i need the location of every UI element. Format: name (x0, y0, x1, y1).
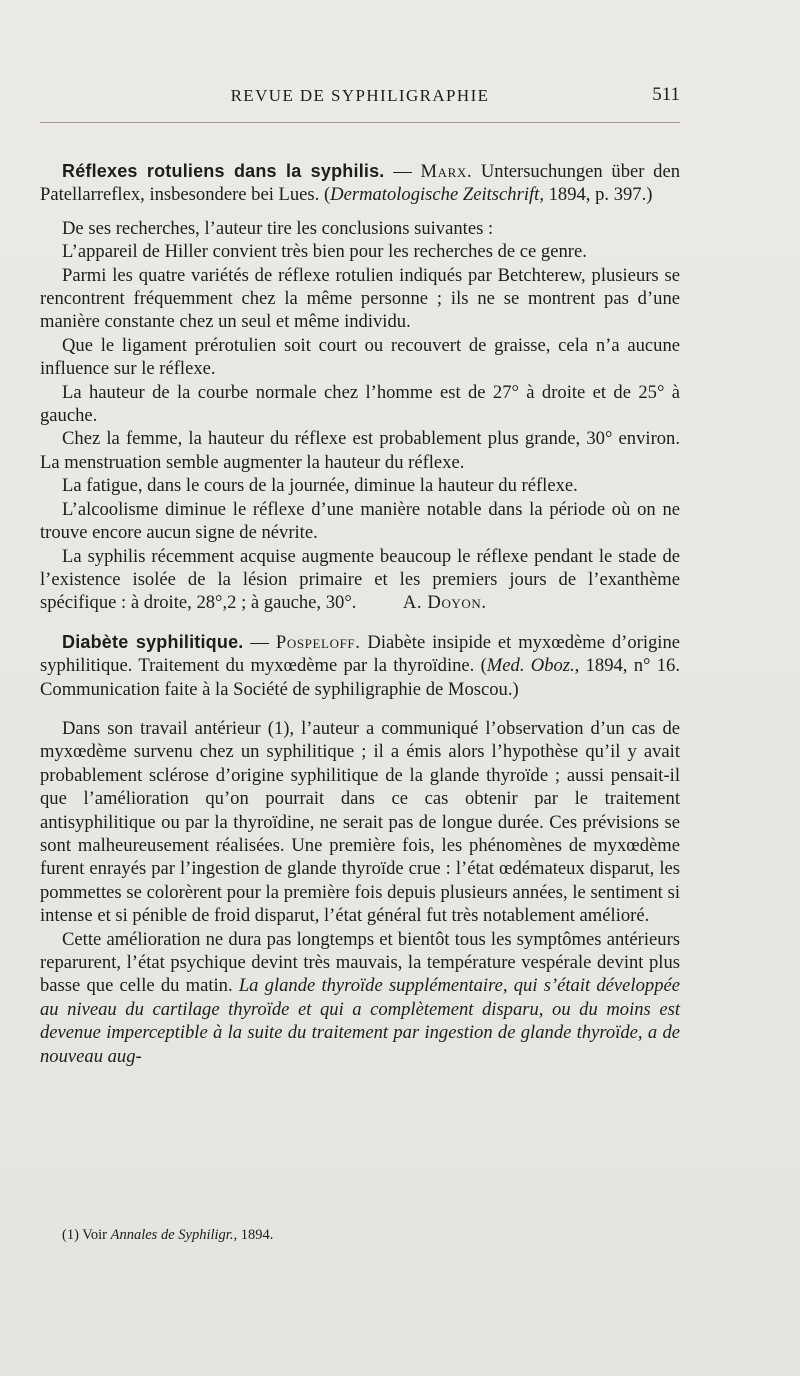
article-1-heading (40, 160, 680, 207)
paragraph: Parmi les quatre variétés de réflexe rotulien indiqués par Betchterew, plusieurs se rencontrent fréquemment chez la même personne ; ils ne se montrent pas d’une manière constante chez un seul et même individu. (40, 264, 680, 333)
body-text (40, 160, 680, 1068)
article-1-citation: Untersuchungen über den Patellarreflex, insbesondere bei Lues. ( (40, 161, 680, 206)
paragraph: La fatigue, dans le cours de la journée, diminue la hauteur du réflexe. (62, 475, 578, 497)
paragraph: Chez la femme, la hauteur du réflexe est probablement plus grande, 30° environ. La menstruation semble augmenter la hauteur du réflexe. (40, 428, 680, 473)
paragraph-last (40, 545, 680, 615)
paragraph: L’alcoolisme diminue le réflexe d’une manière notable dans la période où on ne trouve encore aucun signe de névrite. (40, 498, 680, 544)
paragraph-text: Cette amélioration ne dura pas longtemps et bientôt tous les symptômes antérieurs reparurent, l’état psychique devint très mauvais, la température vespérale devint plus basse que celle du matin. (40, 928, 680, 997)
article-2-dash: — (243, 631, 276, 653)
article-2-journal: Med. Oboz., (486, 655, 580, 677)
page-number: 511 (652, 84, 680, 105)
article-2-citation: Diabète insipide et myxœdème d’origine syphilitique. Traitement du myxœdème par la thyroïdine. ( (40, 631, 681, 677)
article-1-author: Marx. (420, 161, 473, 182)
article-1-title: Réflexes rotuliens dans la syphilis. (62, 161, 385, 181)
running-header (40, 86, 680, 112)
article-2-heading (40, 631, 680, 701)
footnote-prefix: (1) Voir (62, 1227, 111, 1243)
article-1-dash: — (384, 161, 421, 182)
header-rule (40, 122, 680, 123)
paragraph: L’appareil de Hiller convient très bien pour les recherches de ce genre. (62, 241, 587, 263)
footnote (62, 1227, 680, 1244)
article-1-journal: Dermatologische Zeitschrift, (330, 184, 544, 206)
signature: A. Doyon. (402, 592, 487, 614)
article-1-citation-end: 1894, p. 397.) (543, 184, 653, 206)
running-title: REVUE DE SYPHILIGRAPHIE (230, 86, 490, 105)
article-2-citation-end: 1894, n° 16. Communication faite à la Société de syphiligraphie de Moscou.) (40, 655, 680, 700)
paragraph-text: La syphilis récemment acquise augmente beaucoup le réflexe pendant le stade de l’existence isolée de la lésion primaire et les premiers jours de l’exanthème spécifique : à droite, 28°,2 ; à gauche, 30°. (40, 545, 680, 614)
footnote-suffix: 1894. (237, 1227, 274, 1243)
paragraph-italic-text: La glande thyroïde supplémentaire, qui s’était développée au niveau du cartilage thyroïde et qui a complètement disparu, ou du moins est devenue imperceptible à la suite du traitement par ingestion de glande thyroïde, a de nouveau aug- (40, 975, 680, 1067)
paragraph: De ses recherches, l’auteur tire les conclusions suivantes : (62, 217, 494, 239)
footnote-journal: Annales de Syphiligr., (110, 1227, 238, 1243)
article-2-author: Pospeloff. (275, 631, 361, 653)
paragraph: Dans son travail antérieur (1), l’auteur a communiqué l’observation d’un cas de myxœdème survenu chez un syphilitique ; il a émis alors l’hypothèse qu’il y avait probablement sclérose d’origine syphilitique de la glande thyroïde ; aussi pensait-il que l’amélioration qu’on pourrait dans ce cas obtenir par le traitement antisyphilitique ou par la thyroïdine, ne serait pas de longue durée. Ces prévisions se sont malheureusement réalisées. Une première fois, les phénomènes de myxœdème furent enrayés par l’ingestion de glande thyroïde crue : l’état œdémateux disparut, les pommettes se colorèrent pour la première fois depuis plusieurs années, le sentiment si intense et si pénible de froid disparut, l’état général fut très notablement amélioré. (40, 717, 680, 927)
article-2-title: Diabète syphilitique. (62, 631, 244, 652)
paragraph-mixed (40, 928, 680, 1068)
paragraph: La hauteur de la courbe normale chez l’homme est de 27° à droite et de 25° à gauche. (40, 381, 680, 427)
paragraph: Que le ligament prérotulien soit court ou recouvert de graisse, cela n’a aucune influence sur le réflexe. (40, 334, 680, 380)
